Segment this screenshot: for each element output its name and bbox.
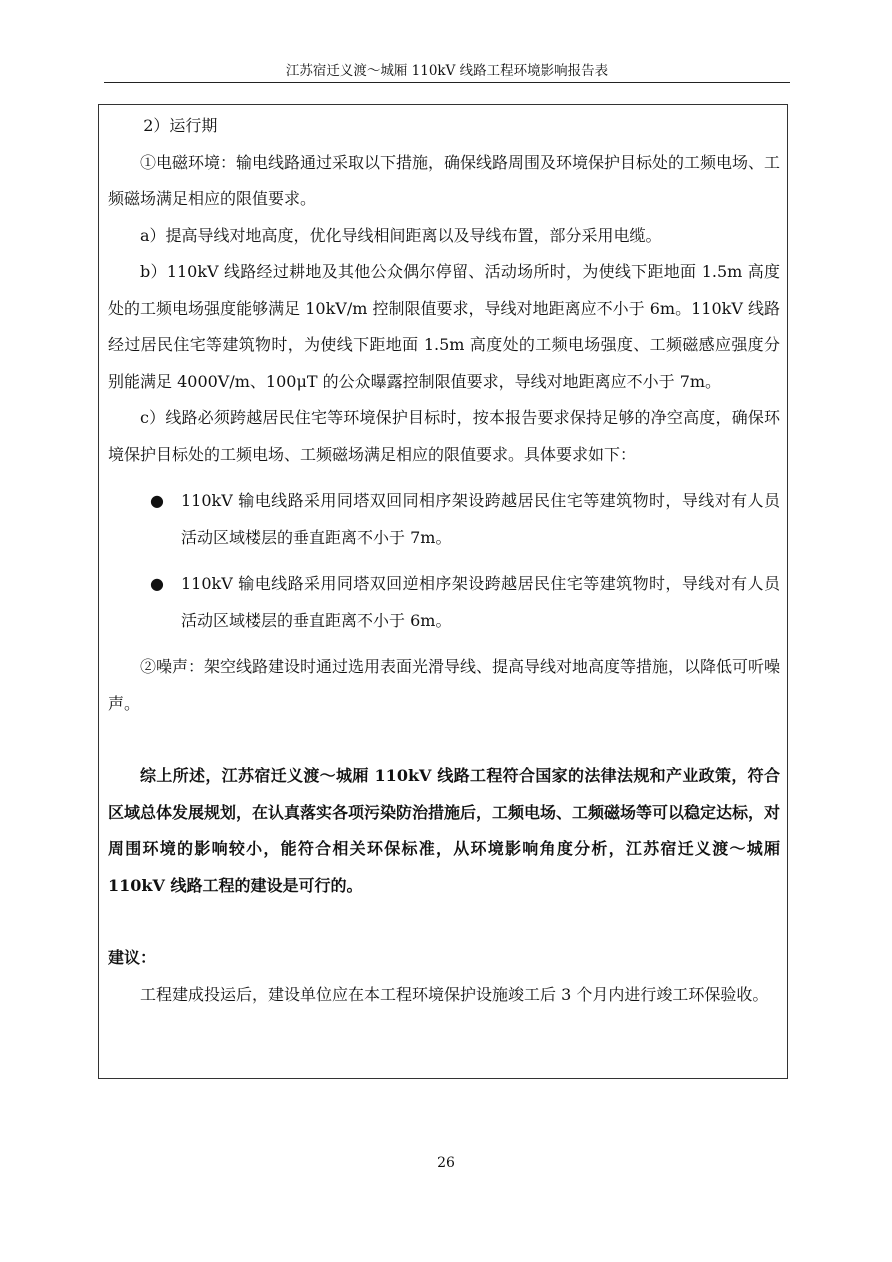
bullet-item: [108, 483, 780, 556]
document-body: [108, 108, 780, 1013]
paragraph-measure-a: a）提高导线对地高度，优化导线相间距离以及导线布置，部分采用电缆。: [140, 225, 662, 245]
page-header-title: 江苏宿迁义渡～城厢 110kV 线路工程环境影响报告表: [285, 63, 609, 79]
section-title: 2）运行期: [143, 116, 218, 135]
paragraph-measure-c: c）线路必须跨越居民住宅等环境保护目标时，按本报告要求保持足够的净空高度，确保环境保护目标处的工频电场、工频磁场满足相应的限值要求。具体要求如下：: [108, 408, 780, 464]
paragraph-electromagnetic: ①电磁环境：输电线路通过采取以下措施，确保线路周围及环境保护目标处的工频电场、工频磁场满足相应的限值要求。: [108, 152, 781, 208]
bullet-text: 110kV 输电线路采用同塔双回同相序架设跨越居民住宅等建筑物时，导线对有人员活动区域楼层的垂直距离不小于 7m。: [181, 491, 780, 547]
page-number: 26: [437, 1155, 455, 1171]
paragraph-noise: ②噪声：架空线路建设时通过选用表面光滑导线、提高导线对地高度等措施，以降低可听噪声。: [108, 657, 781, 713]
bullet-item: [108, 566, 780, 639]
paragraph-conclusion: 综上所述，江苏宿迁义渡～城厢 110kV 线路工程符合国家的法律法规和产业政策，符合区域总体发展规划，在认真落实各项污染防治措施后，工频电场、工频磁场等可以稳定达标，对周围环境的影响较小，能符合相关环保标准，从环境影响角度分析，江苏宿迁义渡～城厢 110kV 线路工程的建设是可行的。: [108, 766, 781, 895]
paragraph-suggestion: 工程建成投运后，建设单位应在本工程环境保护设施竣工后 3 个月内进行竣工环保验收。: [140, 984, 769, 1004]
header-rule: [104, 82, 790, 83]
bullet-icon: ●: [150, 574, 164, 593]
bullet-text: 110kV 输电线路采用同塔双回逆相序架设跨越居民住宅等建筑物时，导线对有人员活动区域楼层的垂直距离不小于 6m。: [181, 574, 780, 630]
bullet-icon: ●: [150, 491, 164, 510]
suggestion-title: 建议：: [108, 948, 157, 967]
paragraph-measure-b: b）110kV 线路经过耕地及其他公众偶尔停留、活动场所时，为使线下距地面 1.5m 高度处的工频电场强度能够满足 10kV/m 控制限值要求，导线对地距离应不小于 6m。110kV 线路经过居民住宅等建筑物时，为使线下距地面 1.5m 高度处的工频电场强度、工频磁感应强度分别能满足 4000V/m、100μT 的公众曝露控制限值要求，导线对地距离应不小于 7m。: [108, 262, 780, 391]
